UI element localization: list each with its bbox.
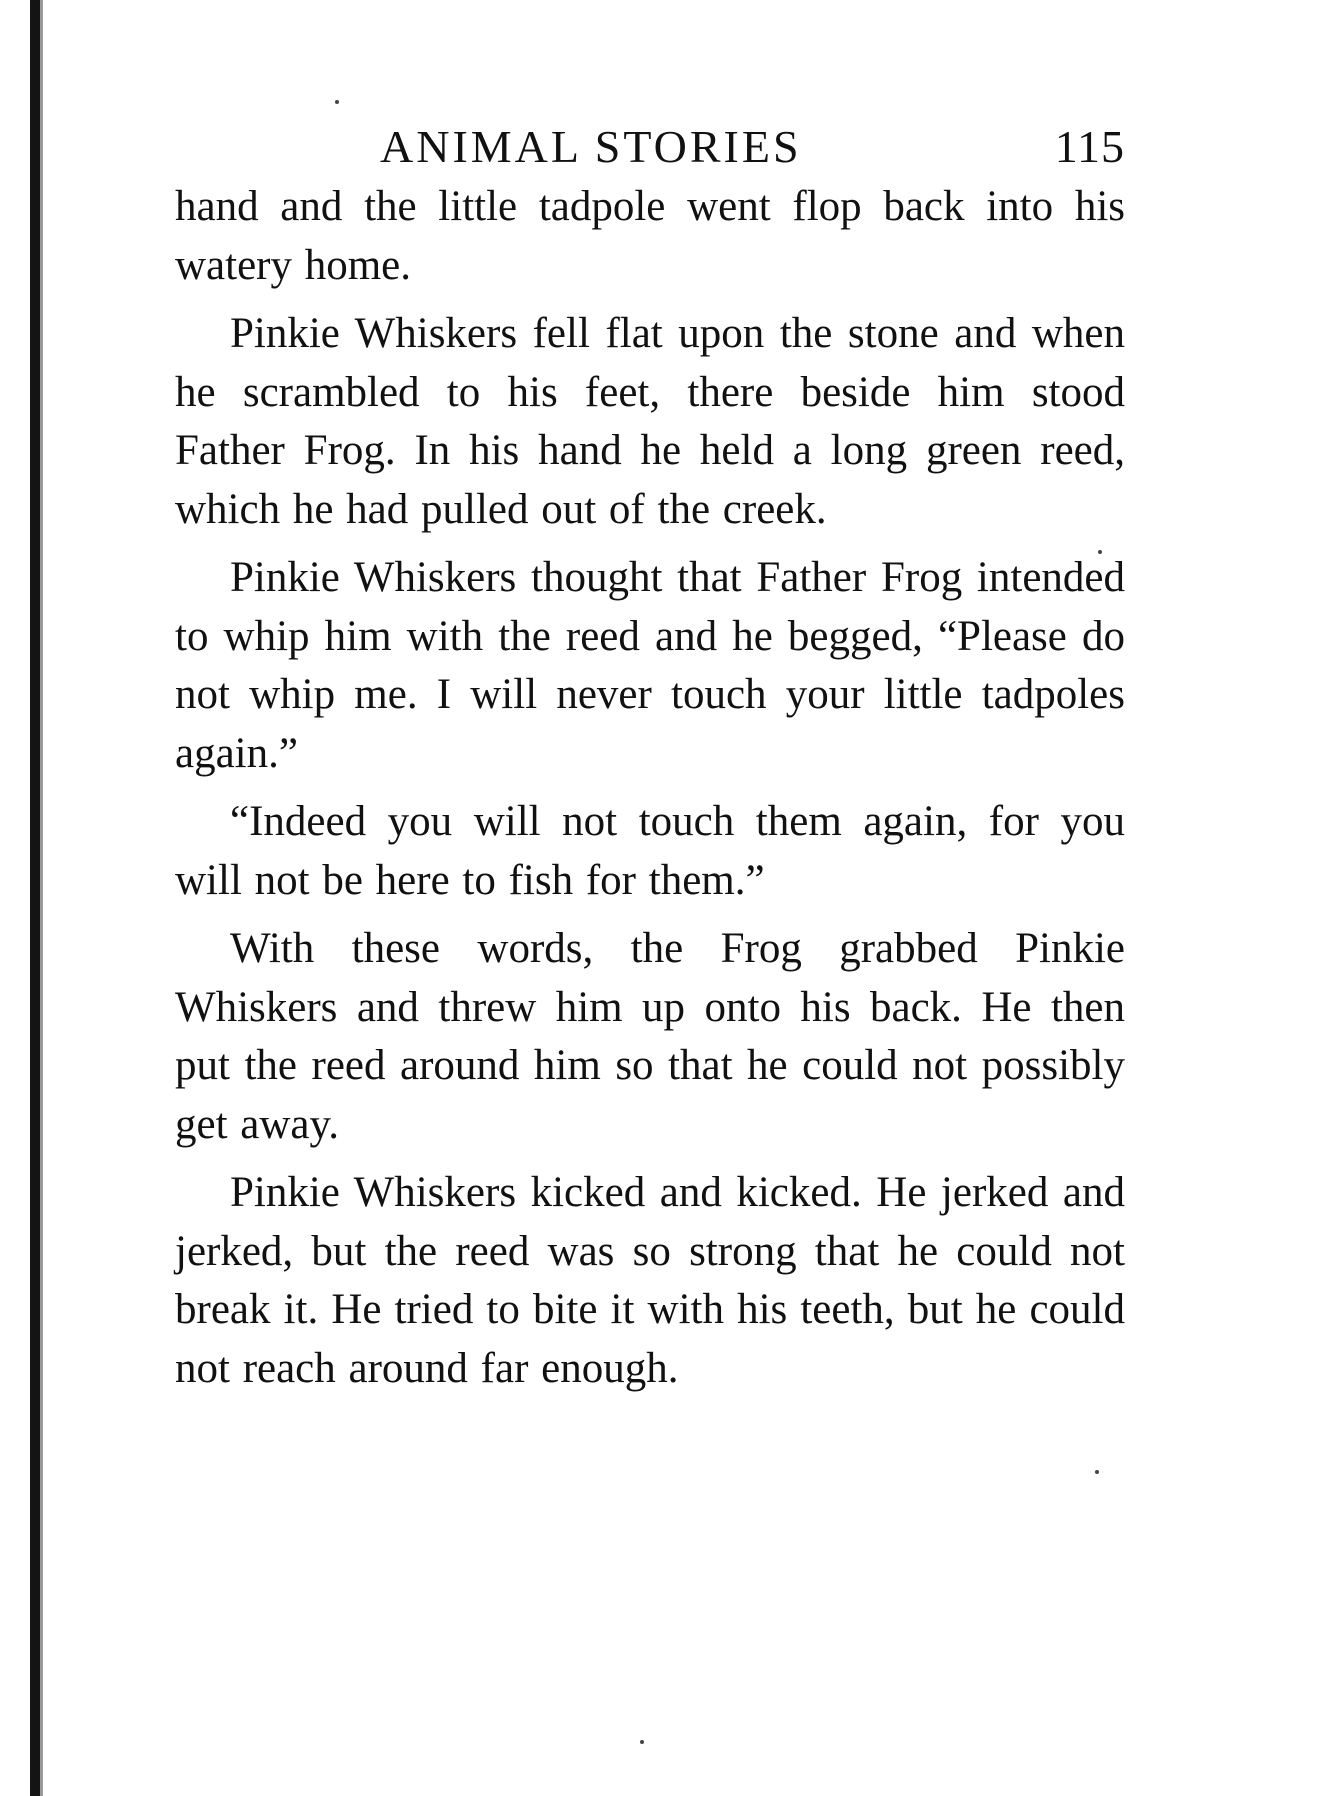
print-speck bbox=[640, 1740, 644, 1744]
print-speck bbox=[335, 100, 339, 104]
paragraph: hand and the little tadpole went flop back into his watery home. bbox=[175, 183, 1125, 289]
paragraph: Pinkie Whiskers thought that Father Frog intended to whip him with the reed and he begged, “Please do not whip me. I will never touch your little tadpoles again.” bbox=[175, 554, 1125, 777]
print-speck bbox=[1095, 1470, 1099, 1474]
page-number: 115 bbox=[1054, 121, 1125, 172]
paragraph: Pinkie Whiskers kicked and kicked. He jerked and jerked, but the reed was so strong that he could not break it. He tried to bite it with his teeth, but he could not reach around far enough. bbox=[175, 1169, 1125, 1392]
paragraph: “Indeed you will not touch them again, for you will not be here to fish for them.” bbox=[175, 798, 1125, 904]
running-head-title: ANIMAL STORIES bbox=[380, 121, 802, 172]
paragraph: With these words, the Frog grabbed Pinkie Whiskers and threw him up onto his back. He then put the reed around him so that he could not possibly get away. bbox=[175, 925, 1125, 1148]
paragraph: Pinkie Whiskers fell flat upon the stone and when he scrambled to his feet, there beside him stood Father Frog. In his hand he held a long green reed, which he had pulled out of the creek. bbox=[175, 310, 1125, 533]
book-page bbox=[175, 112, 1125, 1398]
running-header bbox=[175, 112, 1125, 178]
page-gutter-shadow bbox=[40, 0, 43, 1796]
page-gutter-edge bbox=[30, 0, 40, 1796]
